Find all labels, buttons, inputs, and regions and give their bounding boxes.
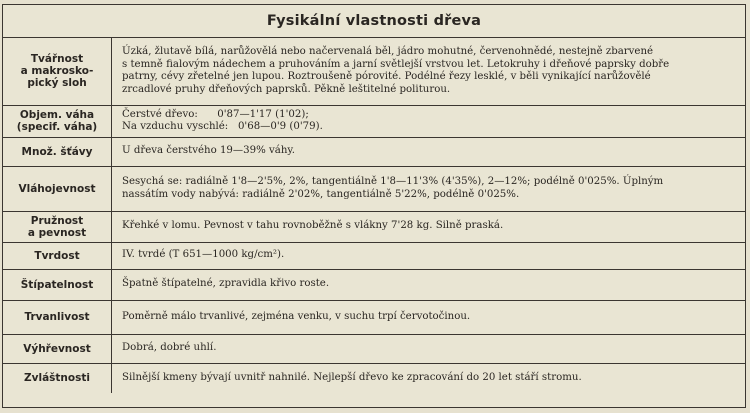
table-row xyxy=(3,137,745,166)
row-value-line: IV. tvrdé (T 651—1000 kg/cm²). xyxy=(122,249,285,261)
row-value-line: Křehké v lomu. Pevnost v tahu rovnoběžně s vlákny 7'28 kg. Silně praská. xyxy=(122,220,504,232)
row-value xyxy=(112,300,746,334)
row-value-line: Poměrně málo trvanlivé, zejména venku, v suchu trpí červotočinou. xyxy=(122,310,471,322)
row-label xyxy=(3,38,112,105)
row-value-line: U dřeva čerstvého 19—39% váhy. xyxy=(122,145,296,157)
row-label xyxy=(3,105,112,137)
table-row xyxy=(3,105,745,137)
row-label xyxy=(3,363,112,393)
row-label-line: Vláhojevnost xyxy=(18,182,96,195)
table-row xyxy=(3,242,745,269)
row-label-line: Štípatelnost xyxy=(20,278,94,291)
row-value-line: Dobrá, dobré uhlí. xyxy=(122,342,217,354)
row-label-line: pický sloh xyxy=(27,77,87,90)
row-value-line: zrcadlové pruhy dřeňových paprsků. Pěkně leštitelné politurou. xyxy=(122,83,451,95)
row-value xyxy=(112,137,746,166)
row-value xyxy=(112,269,746,300)
table-row xyxy=(3,211,745,242)
row-value-line: Sesychá se: radiálně 1'8—2'5%, 2%, tangentiálně 1'8—11'3% (4'35%), 2—12%; podélně 0'025%. Úplným xyxy=(122,176,664,188)
row-value-line: Úzká, žlutavě bílá, narůžovělá nebo načervenalá běl, jádro mohutné, červenohnědé, nestejně zbarvené xyxy=(122,46,654,58)
row-label-line: Tvrdost xyxy=(34,249,80,262)
properties-table xyxy=(3,38,745,393)
row-label-line: Zvláštnosti xyxy=(24,372,90,385)
row-value-line: Silnější kmeny bývají uvnitř nahnilé. Nejlepší dřevo ke zpracování do 20 let stáří stromu. xyxy=(122,372,582,384)
table-row xyxy=(3,166,745,211)
table-title: Fysikální vlastnosti dřeva xyxy=(3,5,745,38)
row-label xyxy=(3,334,112,363)
row-value xyxy=(112,363,746,393)
row-value xyxy=(112,334,746,363)
table-row xyxy=(3,334,745,363)
row-label xyxy=(3,269,112,300)
row-value-line: Na vzduchu vyschlé: 0'68—0'9 (0'79). xyxy=(122,121,323,132)
row-label xyxy=(3,166,112,211)
row-label xyxy=(3,137,112,166)
table-row xyxy=(3,269,745,300)
row-value xyxy=(112,211,746,242)
row-value-line: patrny, cévy zřetelné jen lupou. Roztroušeně pórovité. Podélné řezy lesklé, v běli vynikající narůžovělé xyxy=(122,71,651,83)
row-value-line: Špatně štípatelné, zpravidla křivo roste. xyxy=(122,278,330,290)
table-row xyxy=(3,300,745,334)
row-value xyxy=(112,242,746,269)
row-label-line: (specif. váha) xyxy=(16,121,98,133)
row-value xyxy=(112,105,746,137)
row-label-line: Objem. váha xyxy=(19,109,95,121)
row-label xyxy=(3,211,112,242)
row-label xyxy=(3,300,112,334)
table-row xyxy=(3,38,745,105)
row-label-line: Tvářnost xyxy=(30,53,84,66)
row-value-line: nassátím vody nabývá: radiálně 2'02%, tangentiálně 5'22%, podélně 0'025%. xyxy=(122,188,520,200)
row-value xyxy=(112,38,746,105)
row-label-line: a makrosko- xyxy=(20,65,94,78)
table-row xyxy=(3,363,745,393)
row-label-line: Výhřevnost xyxy=(23,342,91,355)
row-value xyxy=(112,166,746,211)
row-value-line: Čerstvé dřevo: 0'87—1'17 (1'02); xyxy=(122,108,309,120)
row-label-line: Trvanlivost xyxy=(24,311,90,323)
row-value-line: s temně fialovým nádechem a pruhováním a jarní světlejší vrstvou let. Letokruhy i dřeňové paprsky dobře xyxy=(122,58,670,70)
row-label-line: Množ. šťávy xyxy=(21,145,93,158)
row-label-line: a pevnost xyxy=(27,226,87,239)
properties-sheet xyxy=(2,4,746,408)
row-label xyxy=(3,242,112,269)
row-label-line: Pružnost xyxy=(30,214,84,227)
